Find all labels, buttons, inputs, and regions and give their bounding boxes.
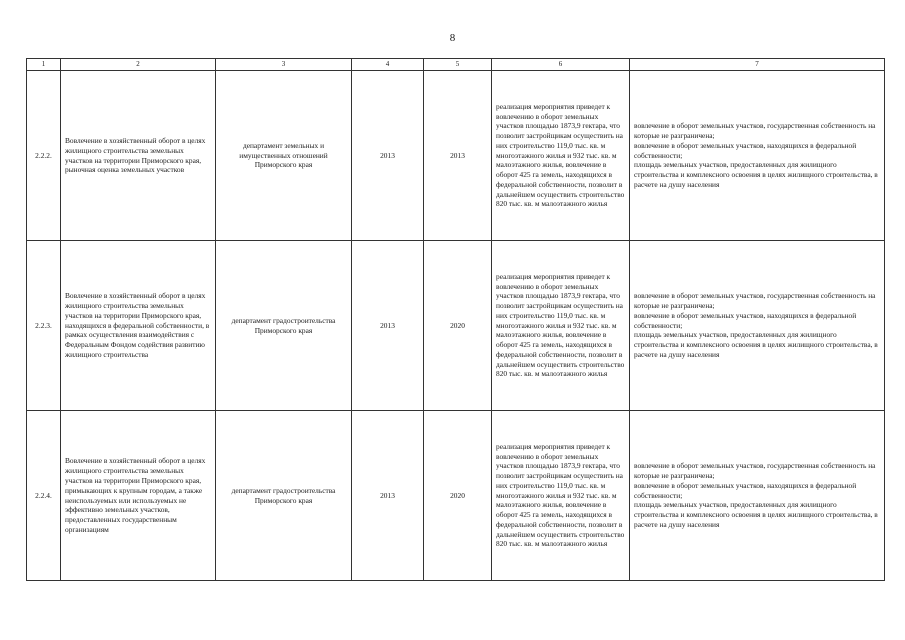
start-year: 2013: [352, 71, 424, 241]
measure-name: Вовлечение в хозяйственный оборот в целях жилищного строительства земельных участков на территории Приморского края, примыкающих к крупным городам, а также неиспользуемых или используемых не эффективно земельных участков, предоставленных государственным организациям: [61, 411, 216, 581]
column-number-header: 7: [630, 59, 885, 71]
program-measures-table: [26, 58, 885, 581]
measure-executor: департамент градостроительства Приморского края: [216, 241, 352, 411]
measure-number: 2.2.3.: [27, 241, 61, 411]
start-year: 2013: [352, 241, 424, 411]
indicator-item: площадь земельных участков, предоставленных для жилищного строительства и комплексного освоения в целях жилищного строительства, в расчете на душу населения: [634, 500, 878, 529]
start-year: 2013: [352, 411, 424, 581]
column-number-header: 6: [492, 59, 630, 71]
measure-executor: департамент земельных и имущественных отношений Приморского края: [216, 71, 352, 241]
indicator-item: вовлечение в оборот земельных участков, находящихся в федеральной собственности;: [634, 480, 857, 500]
expected-result: реализация мероприятия приведет к вовлечению в оборот земельных участков площадью 1873,9 гектара, что позволит застройщикам осуществить на них строительство 119,0 тыс. кв. м многоэтажного жилья и 932 тыс. кв. м малоэтажного жилья, вовлечение в оборот 425 га земель, находящихся в федеральной собственности, позволит в дальнейшем осуществить строительство 820 тыс. кв. м малоэтажного жилья: [492, 241, 630, 411]
column-number-header: 2: [61, 59, 216, 71]
target-indicators: [630, 411, 885, 581]
measure-executor: департамент градостроительства Приморского края: [216, 411, 352, 581]
indicator-item: площадь земельных участков, предоставленных для жилищного строительства и комплексного освоения в целях жилищного строительства, в расчете на душу населения: [634, 330, 878, 359]
measure-number: 2.2.4.: [27, 411, 61, 581]
end-year: 2013: [424, 71, 492, 241]
end-year: 2020: [424, 411, 492, 581]
column-number-row: [27, 59, 885, 71]
table-row: [27, 411, 885, 581]
end-year: 2020: [424, 241, 492, 411]
column-number-header: 3: [216, 59, 352, 71]
table-row: [27, 241, 885, 411]
target-indicators: [630, 71, 885, 241]
expected-result: реализация мероприятия приведет к вовлечению в оборот земельных участков площадью 1873,9 гектара, что позволит застройщикам осуществить на них строительство 119,0 тыс. кв. м многоэтажного жилья и 932 тыс. кв. м малоэтажного жилья, вовлечение в оборот 425 га земель, находящихся в федеральной собственности, позволит в дальнейшем осуществить строительство 820 тыс. кв. м малоэтажного жилья: [492, 411, 630, 581]
page-number: 8: [449, 32, 456, 44]
indicator-item: вовлечение в оборот земельных участков, находящихся в федеральной собственности;: [634, 140, 857, 160]
expected-result: реализация мероприятия приведет к вовлечению в оборот земельных участков площадью 1873,9 гектара, что позволит застройщикам осуществить на них строительство 119,0 тыс. кв. м многоэтажного жилья и 932 тыс. кв. м малоэтажного жилья, вовлечение в оборот 425 га земель, находящихся в федеральной собственности, позволит в дальнейшем осуществить строительство 820 тыс. кв. м малоэтажного жилья: [492, 71, 630, 241]
column-number-header: 1: [27, 59, 61, 71]
table-row: [27, 71, 885, 241]
indicator-item: площадь земельных участков, предоставленных для жилищного строительства и комплексного освоения в целях жилищного строительства, в расчете на душу населения: [634, 160, 878, 189]
indicator-item: вовлечение в оборот земельных участков, государственная собственность на которые не разграничена;: [634, 121, 876, 141]
indicator-item: вовлечение в оборот земельных участков, находящихся в федеральной собственности;: [634, 310, 857, 330]
indicator-item: вовлечение в оборот земельных участков, государственная собственность на которые не разграничена;: [634, 461, 876, 481]
measure-name: Вовлечение в хозяйственный оборот в целях жилищного строительства земельных участков на территории Приморского края, находящихся в федеральной собственности, в рамках осуществления взаимодействия с Федеральным Фондом содействия развитию жилищного строительства: [61, 241, 216, 411]
column-number-header: 5: [424, 59, 492, 71]
indicator-item: вовлечение в оборот земельных участков, государственная собственность на которые не разграничена;: [634, 291, 876, 311]
measure-number: 2.2.2.: [27, 71, 61, 241]
column-number-header: 4: [352, 59, 424, 71]
target-indicators: [630, 241, 885, 411]
measure-name: Вовлечение в хозяйственный оборот в целях жилищного строительства земельных участков на территории Приморского края, рыночная оценка земельных участков: [61, 71, 216, 241]
